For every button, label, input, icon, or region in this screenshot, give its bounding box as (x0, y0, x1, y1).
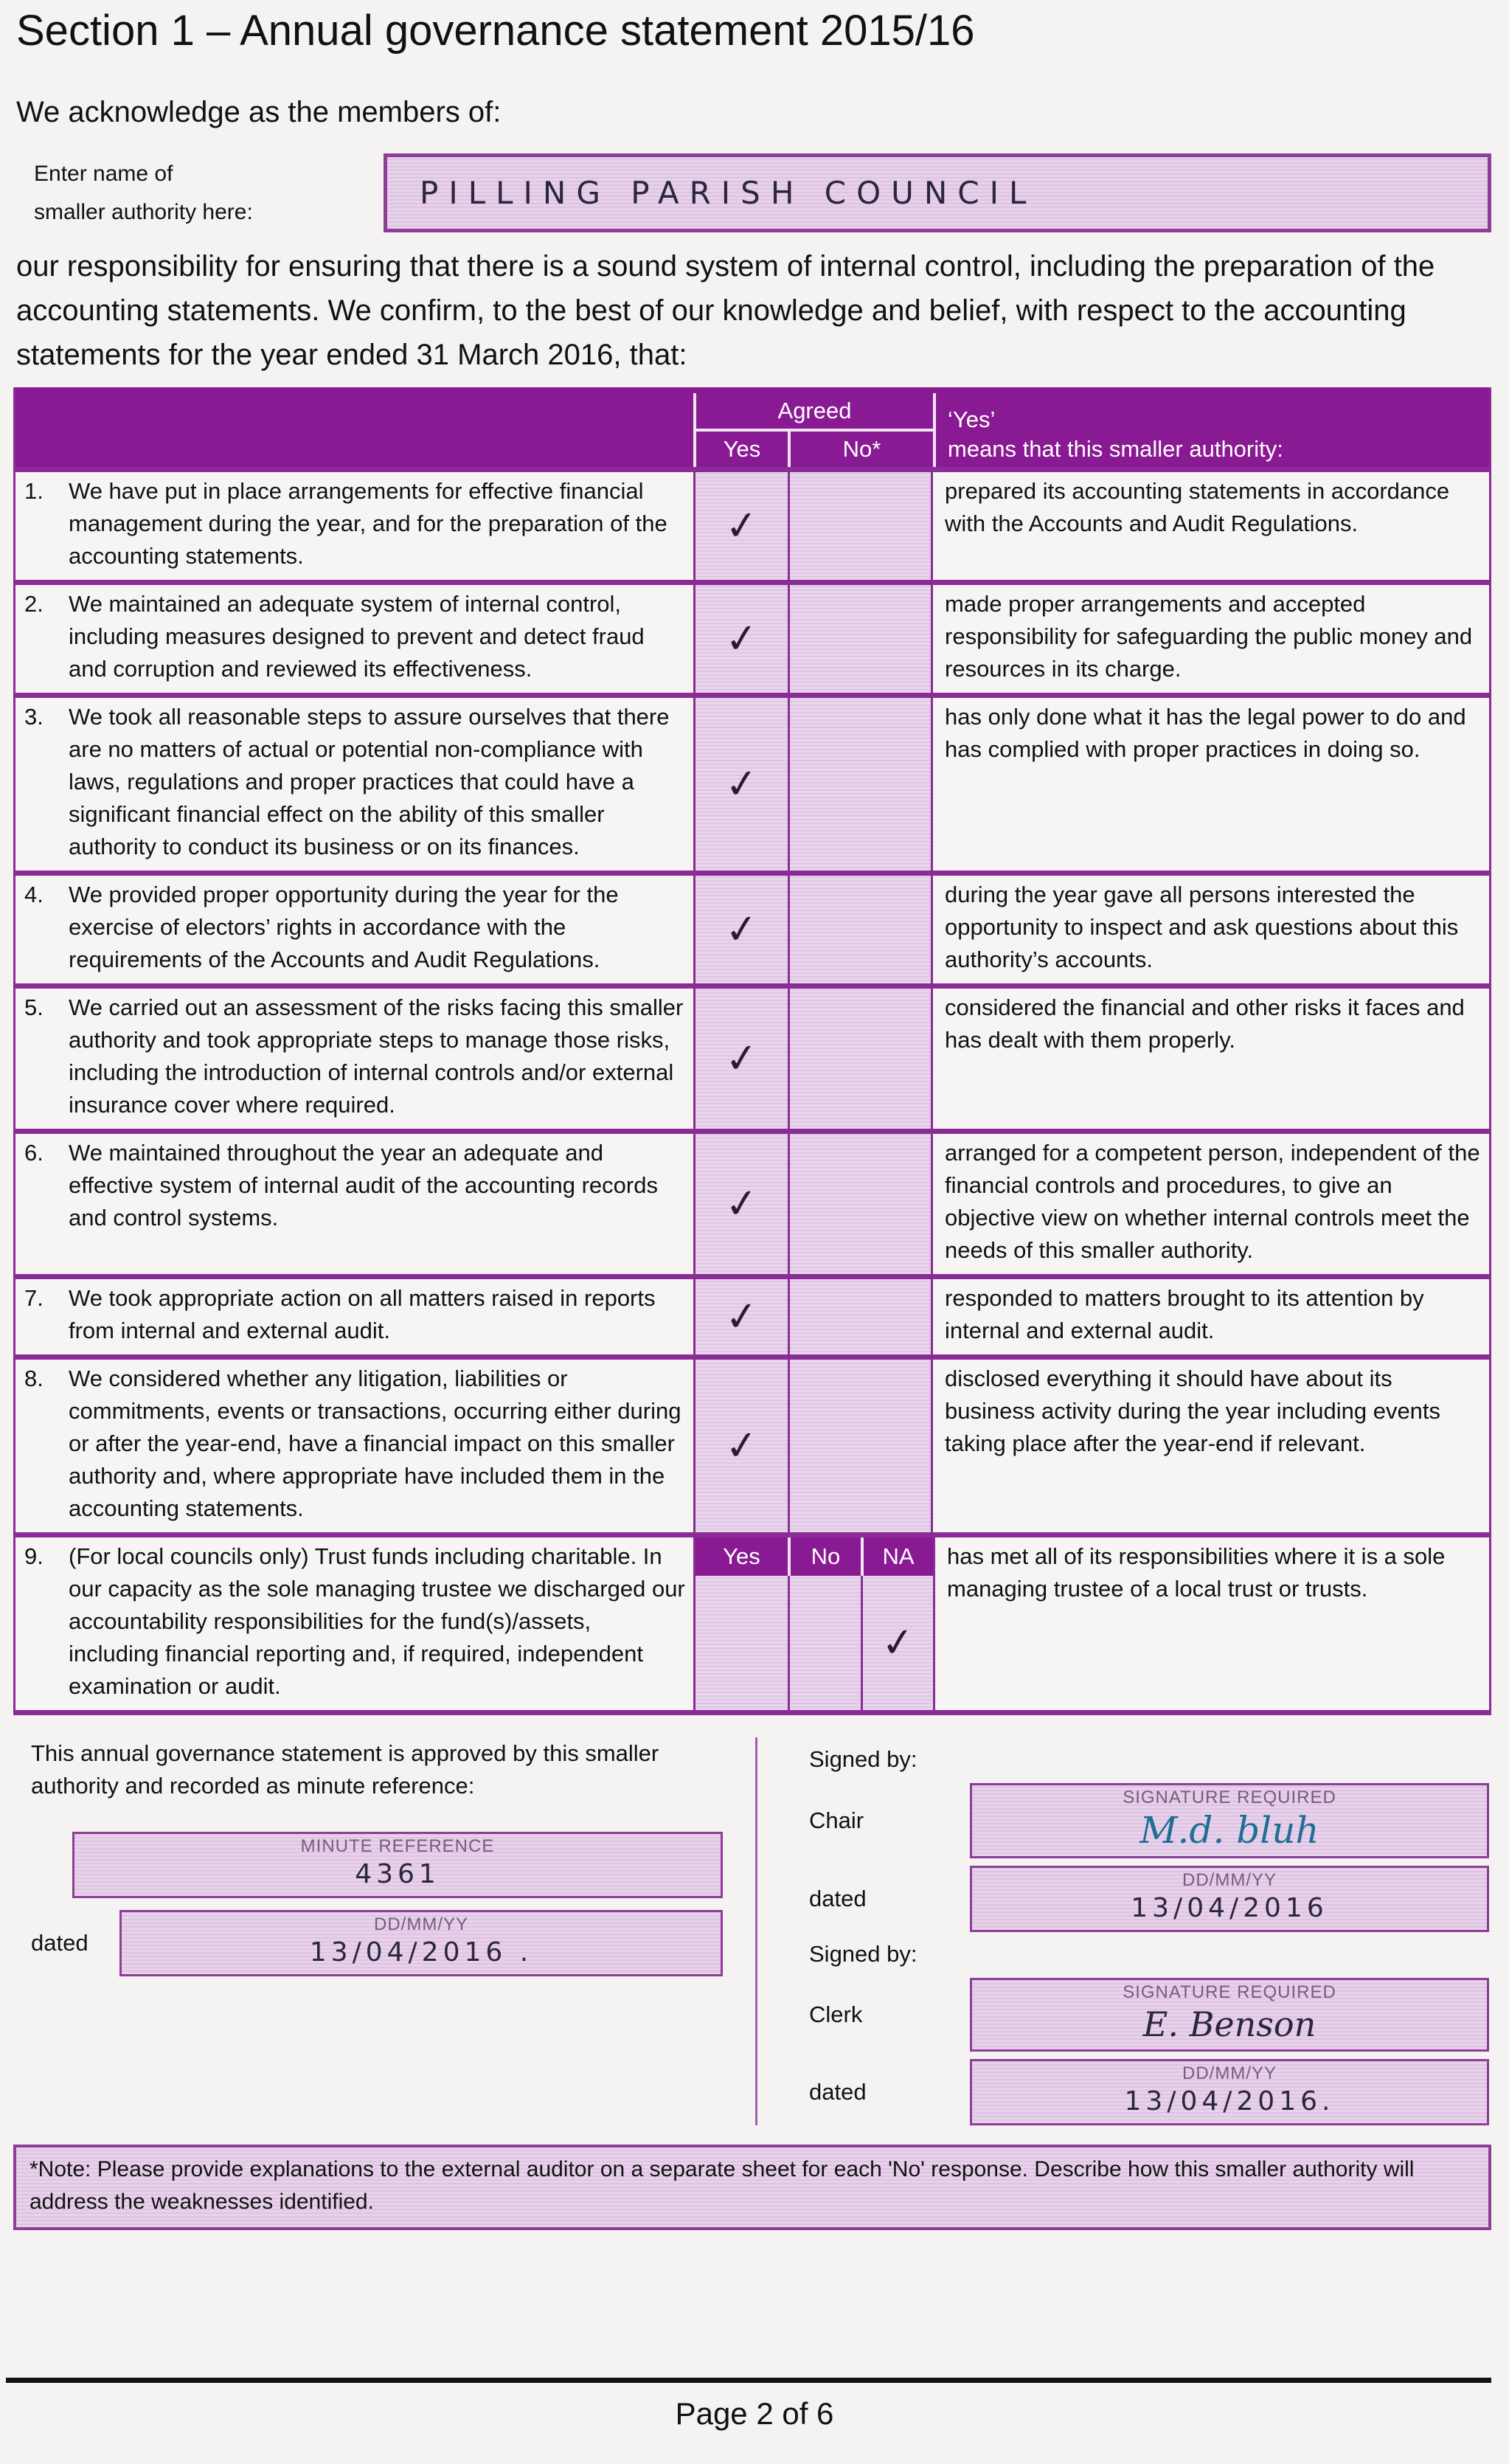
clerk-dated-label: dated (809, 2079, 867, 2105)
row-statement: We maintained throughout the year an adequate and effective system of internal audit of the accounting records and control systems. (69, 1140, 658, 1231)
row-statement: We provided proper opportunity during the year for the exercise of electors’ rights in accordance with the requirements of the Accounts and Audit Regulations. (69, 882, 619, 972)
clerk-signed-by-label: Signed by: (809, 1941, 917, 1967)
clerk-date-placeholder: DD/MM/YY (1182, 2063, 1277, 2083)
authority-name-label (34, 155, 384, 232)
clerk-signature-placeholder: SIGNATURE REQUIRED (1123, 1982, 1336, 2002)
approval-dated-label: dated (31, 1930, 89, 1956)
authority-name-field[interactable] (384, 153, 1491, 232)
note-text: *Note: Please provide explanations to the external auditor on a separate sheet for each 'No' response. Describe how this smaller authority will address the weaknesses identified. (30, 2157, 1415, 2214)
footer-rule (6, 2378, 1491, 2383)
table-row (15, 1354, 1489, 1532)
row-statement-cell (15, 876, 693, 983)
minute-reference-field[interactable] (72, 1832, 723, 1898)
governance-table (13, 387, 1491, 1715)
clerk-signature-field[interactable] (970, 1978, 1489, 2052)
clerk-signature: E. Benson (1142, 2004, 1317, 2044)
table-row (15, 983, 1489, 1129)
approval-date-value: 13/04/2016 . (309, 1937, 533, 1968)
chair-dated-label: dated (809, 1886, 867, 1911)
chair-date-value: 13/04/2016 (1131, 1893, 1328, 1923)
header-blank (15, 387, 693, 467)
chair-date-placeholder: DD/MM/YY (1182, 1870, 1277, 1890)
row-statement: We have put in place arrangements for effective financial management during the year, and for the preparation of the accounting statements. (69, 478, 667, 569)
row9-answer-grid (693, 1537, 933, 1710)
agreed-yes-cell[interactable] (693, 989, 788, 1129)
clerk-label: Clerk (809, 2001, 863, 2027)
header-yes: Yes (693, 432, 788, 467)
agreed-no-cell[interactable] (788, 472, 933, 580)
row-number: 8. (24, 1366, 44, 1391)
authority-label-line1: Enter name of (34, 161, 173, 186)
clerk-date-row (809, 2059, 1491, 2125)
checkmark-icon: ✓ (722, 615, 761, 663)
row9-col-na: NA (861, 1537, 933, 1576)
agreed-yes-cell[interactable] (693, 1279, 788, 1354)
authority-label-line2: smaller authority here: (34, 199, 253, 224)
row-statement: We took all reasonable steps to assure ourselves that there are no matters of actual or potential non-compliance with laws, regulations and proper practices that could have a significant financial effect on the ability of this smaller authority to conduct its business or on its finances. (69, 704, 670, 859)
header-yes-quote: ‘Yes’ (948, 406, 996, 432)
row-number: 9. (24, 1543, 44, 1569)
header-means-block (933, 393, 1489, 467)
row-number: 5. (24, 994, 44, 1020)
row-number: 1. (24, 478, 44, 504)
agreed-yes-cell[interactable] (693, 698, 788, 871)
row-number: 2. (24, 591, 44, 617)
agreed-yes-cell[interactable] (693, 585, 788, 693)
row-statement: (For local councils only) Trust funds including charitable. In our capacity as the sole managing trustee we discharged our accountability responsibilities for the fund(s)/assets, including financial reporting and, if required, independent examination or audit. (69, 1543, 685, 1699)
page-number: Page 2 of 6 (675, 2396, 834, 2431)
table-row (15, 580, 1489, 693)
table-row (15, 1274, 1489, 1354)
authority-name-row (34, 153, 1491, 232)
chair-label: Chair (809, 1807, 864, 1833)
checkmark-icon: ✓ (722, 1292, 761, 1341)
row-statement-cell (15, 698, 693, 871)
table-header (15, 387, 1489, 467)
row-statement-cell (15, 472, 693, 580)
chair-date-row (809, 1866, 1491, 1932)
row-statement-cell (15, 1134, 693, 1274)
note-box (13, 2145, 1491, 2230)
authority-name-value: PILLING PARISH COUNCIL (420, 175, 1037, 211)
approval-date-field[interactable] (119, 1910, 723, 1976)
row9-yes-cell[interactable] (693, 1576, 788, 1710)
approval-column (13, 1737, 755, 2125)
row9-no-cell[interactable] (788, 1576, 861, 1710)
minute-row (31, 1832, 738, 1898)
chair-signed-by-label: Signed by: (809, 1746, 917, 1772)
table-row (15, 693, 1489, 871)
checkmark-icon: ✓ (722, 502, 761, 550)
chair-signature-placeholder: SIGNATURE REQUIRED (1123, 1788, 1336, 1807)
agreed-no-cell[interactable] (788, 876, 933, 983)
row-means: has met all of its responsibilities where it is a sole managing trustee of a local trust or trusts. (933, 1537, 1489, 1710)
header-no: No* (788, 432, 933, 467)
agreed-yes-cell[interactable] (693, 1360, 788, 1532)
row-means: has only done what it has the legal power to do and has complied with proper practices in doing so. (945, 704, 1466, 762)
header-agreed: Agreed (693, 393, 933, 432)
row9-col-yes: Yes (693, 1537, 788, 1576)
row-number: 3. (24, 704, 44, 730)
agreed-no-cell[interactable] (788, 1279, 933, 1354)
table-body (15, 467, 1489, 1532)
agreed-no-cell[interactable] (788, 1360, 933, 1532)
table-row (15, 467, 1489, 580)
checkmark-icon: ✓ (722, 760, 761, 809)
table-row (15, 871, 1489, 983)
agreed-no-cell[interactable] (788, 698, 933, 871)
row-means: responded to matters brought to its attention by internal and external audit. (945, 1285, 1424, 1343)
clerk-date-value: 13/04/2016. (1124, 2086, 1335, 2117)
chair-signature-row (809, 1783, 1491, 1858)
row-statement: We carried out an assessment of the risks facing this smaller authority and took appropriate steps to manage those risks, including the introduction of internal controls and/or external insurance cover where required. (69, 994, 684, 1118)
table-row-9 (15, 1532, 1489, 1710)
agreed-no-cell[interactable] (788, 585, 933, 693)
row-statement-cell (15, 585, 693, 693)
chair-date-field[interactable] (970, 1866, 1489, 1932)
agreed-yes-cell[interactable] (693, 876, 788, 983)
row-means: during the year gave all persons interested the opportunity to inspect and ask questions about this authority’s accounts. (945, 882, 1459, 972)
minute-placeholder: MINUTE REFERENCE (300, 1836, 495, 1856)
approval-text: This annual governance statement is approved by this smaller authority and recorded as minute reference: (31, 1740, 659, 1799)
row-means: arranged for a competent person, independent of the financial controls and procedures, to give an objective view on whether internal controls meet the needs of this smaller authority. (945, 1140, 1480, 1263)
row-means: considered the financial and other risks it faces and has dealt with them properly. (945, 994, 1465, 1053)
checkmark-icon: ✓ (722, 1034, 761, 1083)
signature-column (757, 1737, 1491, 2125)
row-statement: We maintained an adequate system of internal control, including measures designed to prevent and detect fraud and corruption and reviewed its effectiveness. (69, 591, 645, 682)
clerk-date-field[interactable] (970, 2059, 1489, 2125)
row-statement: We considered whether any litigation, liabilities or commitments, events or transactions, occurring either during or after the year-end, have a financial impact on this smaller authority and, where appropriate have included them in the accounting statements. (69, 1366, 681, 1521)
agreed-no-cell[interactable] (788, 989, 933, 1129)
row-statement: We took appropriate action on all matters raised in reports from internal and external audit. (69, 1285, 656, 1343)
row-number: 4. (24, 882, 44, 907)
page-title: Section 1 – Annual governance statement 2015/16 (16, 7, 975, 55)
row-statement-cell (15, 1279, 693, 1354)
header-means: means that this smaller authority: (948, 436, 1283, 462)
agreed-yes-cell[interactable] (693, 1134, 788, 1274)
checkmark-icon: ✓ (722, 905, 761, 954)
minute-value: 4361 (355, 1859, 440, 1889)
clerk-signature-row (809, 1978, 1491, 2052)
agreed-no-cell[interactable] (788, 1134, 933, 1274)
chair-signature: M.d. bluh (1139, 1809, 1319, 1852)
agreed-yes-cell[interactable] (693, 472, 788, 580)
approval-section (13, 1737, 1491, 2125)
row9-na-cell[interactable] (861, 1576, 933, 1710)
checkmark-icon: ✓ (722, 1180, 761, 1228)
row-means: disclosed everything it should have about its business activity during the year including events taking place after the year-end if relevant. (945, 1366, 1441, 1456)
checkmark-icon: ✓ (722, 1422, 761, 1470)
acknowledge-text: We acknowledge as the members of: (16, 96, 502, 128)
intro-paragraph: our responsibility for ensuring that there is a sound system of internal control, including the preparation of the accounting statements. We confirm, to the best of our knowledge and belief, with respect to the accounting statements for the year ended 31 March 2016, that: (16, 250, 1435, 371)
table-row (15, 1129, 1489, 1274)
row-statement-cell (15, 989, 693, 1129)
row-statement-cell (15, 1537, 693, 1710)
row9-col-no: No (788, 1537, 861, 1576)
checkmark-icon: ✓ (878, 1619, 917, 1667)
approval-date-row (31, 1910, 738, 1976)
row-number: 7. (24, 1285, 44, 1311)
row-means: made proper arrangements and accepted responsibility for safeguarding the public money and resources in its charge. (945, 591, 1473, 682)
row-means: prepared its accounting statements in accordance with the Accounts and Audit Regulations. (945, 478, 1450, 536)
row-number: 6. (24, 1140, 44, 1166)
row-statement-cell (15, 1360, 693, 1532)
chair-signature-field[interactable] (970, 1783, 1489, 1858)
approval-date-placeholder: DD/MM/YY (374, 1914, 468, 1934)
